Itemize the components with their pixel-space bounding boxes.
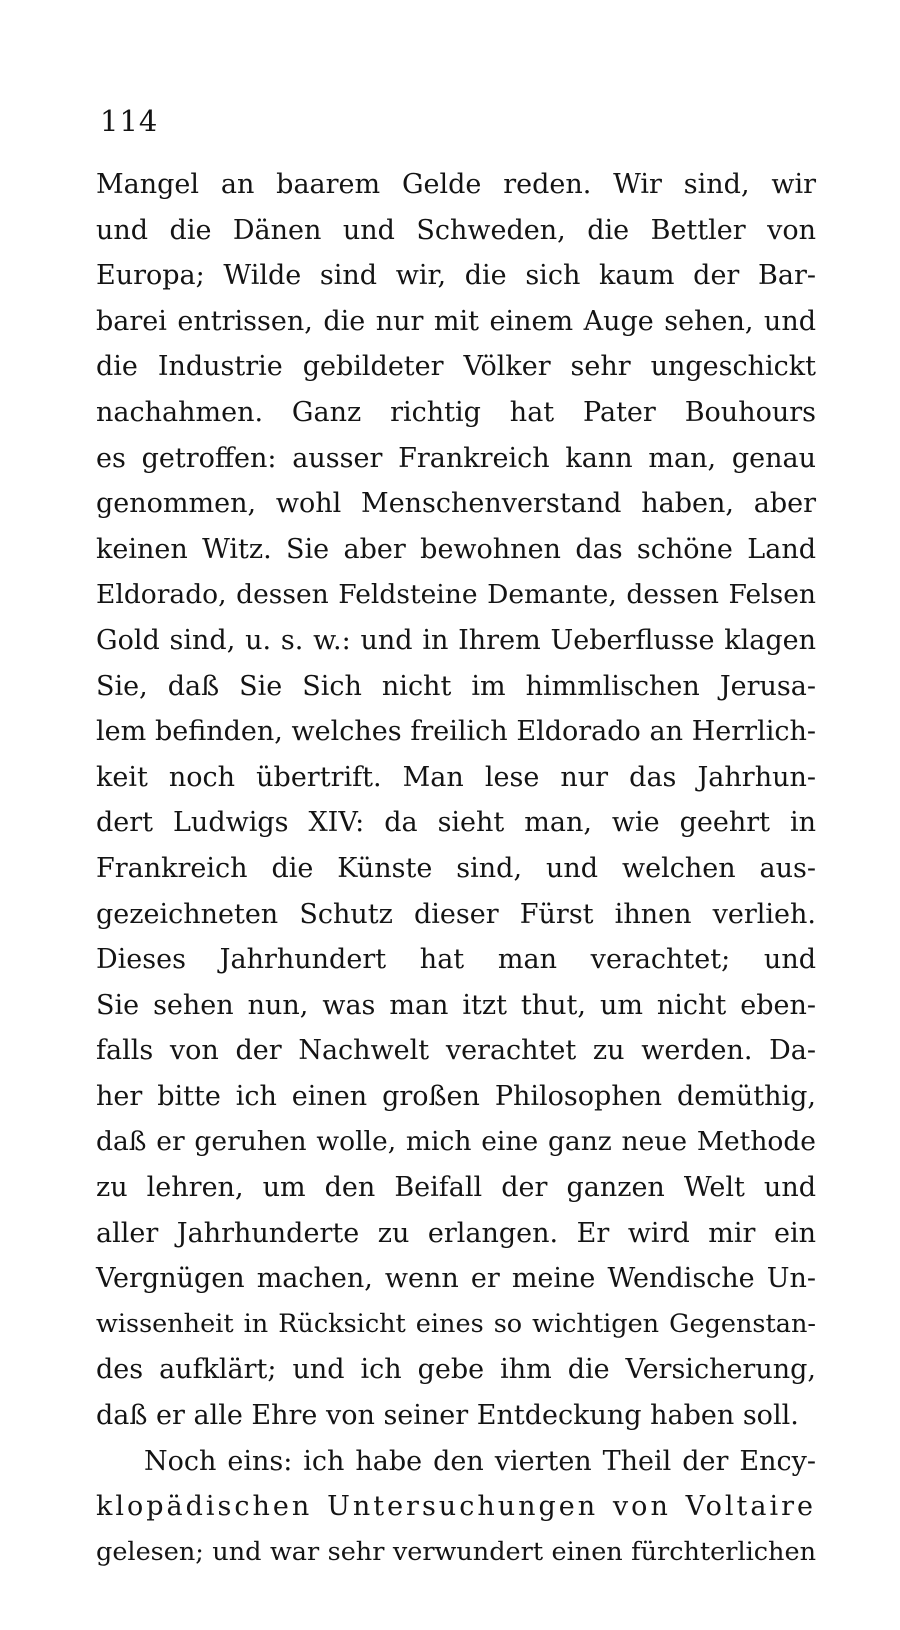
- text-line: Europa; Wilde sind wir, die sich kaum der Bar-: [96, 260, 816, 292]
- text-line: klopädischen Untersuchungen von Voltaire: [96, 1491, 816, 1523]
- text-line: Vergnügen machen, wenn er meine Wendische Un-: [96, 1263, 816, 1295]
- text-line: genommen, wohl Menschenverstand haben, aber: [96, 488, 816, 520]
- text-line: dert Ludwigs XIV: da sieht man, wie geehrt in: [96, 807, 816, 839]
- text-line: Sie sehen nun, was man itzt thut, um nicht eben-: [96, 989, 816, 1021]
- page-number: 114: [100, 104, 159, 138]
- text-line: gezeichneten Schutz dieser Fürst ihnen verlieh.: [96, 898, 816, 930]
- text-line: Mangel an baarem Gelde reden. Wir sind, wir: [96, 169, 816, 200]
- text-line: Gold sind, u. s. w.: und in Ihrem Ueberflusse klagen: [96, 624, 816, 656]
- text-line: barei entrissen, die nur mit einem Auge sehen, und: [96, 305, 816, 337]
- text-line: die Industrie gebildeter Völker sehr ungeschickt: [96, 351, 816, 383]
- text-line: falls von der Nachwelt verachtet zu werden. Da-: [96, 1035, 816, 1067]
- text-line: keit noch übertrift. Man lese nur das Jahrhun-: [96, 761, 816, 793]
- text-line: lem befinden, welches freilich Eldorado an Herrlich-: [96, 716, 816, 748]
- text-line: keinen Witz. Sie aber bewohnen das schöne Land: [96, 533, 816, 565]
- text-line: zu lehren, um den Beifall der ganzen Welt und: [96, 1172, 816, 1204]
- text-line: aller Jahrhunderte zu erlangen. Er wird mir ein: [96, 1217, 816, 1249]
- text-line: gelesen; und war sehr verwundert einen fürchterlichen: [96, 1536, 816, 1567]
- text-line: wissenheit in Rücksicht eines so wichtigen Gegenstan-: [96, 1308, 816, 1339]
- text-line: daß er geruhen wolle, mich eine ganz neue Methode: [96, 1126, 816, 1158]
- text-line: Eldorado, dessen Feldsteine Demante, dessen Felsen: [96, 579, 816, 611]
- text-line: Noch eins: ich habe den vierten Theil der Ency-: [144, 1445, 816, 1477]
- text-line: es getroffen: ausser Frankreich kann man, genau: [96, 442, 816, 474]
- text-line: Frankreich die Künste sind, und welchen aus-: [96, 852, 816, 884]
- text-line: des aufklärt; und ich gebe ihm die Versicherung,: [96, 1354, 816, 1386]
- text-line: her bitte ich einen großen Philosophen demüthig,: [96, 1080, 816, 1112]
- text-line: nachahmen. Ganz richtig hat Pater Bouhours: [96, 396, 816, 428]
- text-line: Dieses Jahrhundert hat man verachtet; und: [96, 944, 816, 976]
- body-text: [96, 162, 816, 1575]
- text-line: Sie, daß Sie Sich nicht im himmlischen Jerusa-: [96, 670, 816, 702]
- text-line: und die Dänen und Schweden, die Bettler von: [96, 214, 816, 246]
- text-line: daß er alle Ehre von seiner Entdeckung haben soll.: [96, 1400, 799, 1432]
